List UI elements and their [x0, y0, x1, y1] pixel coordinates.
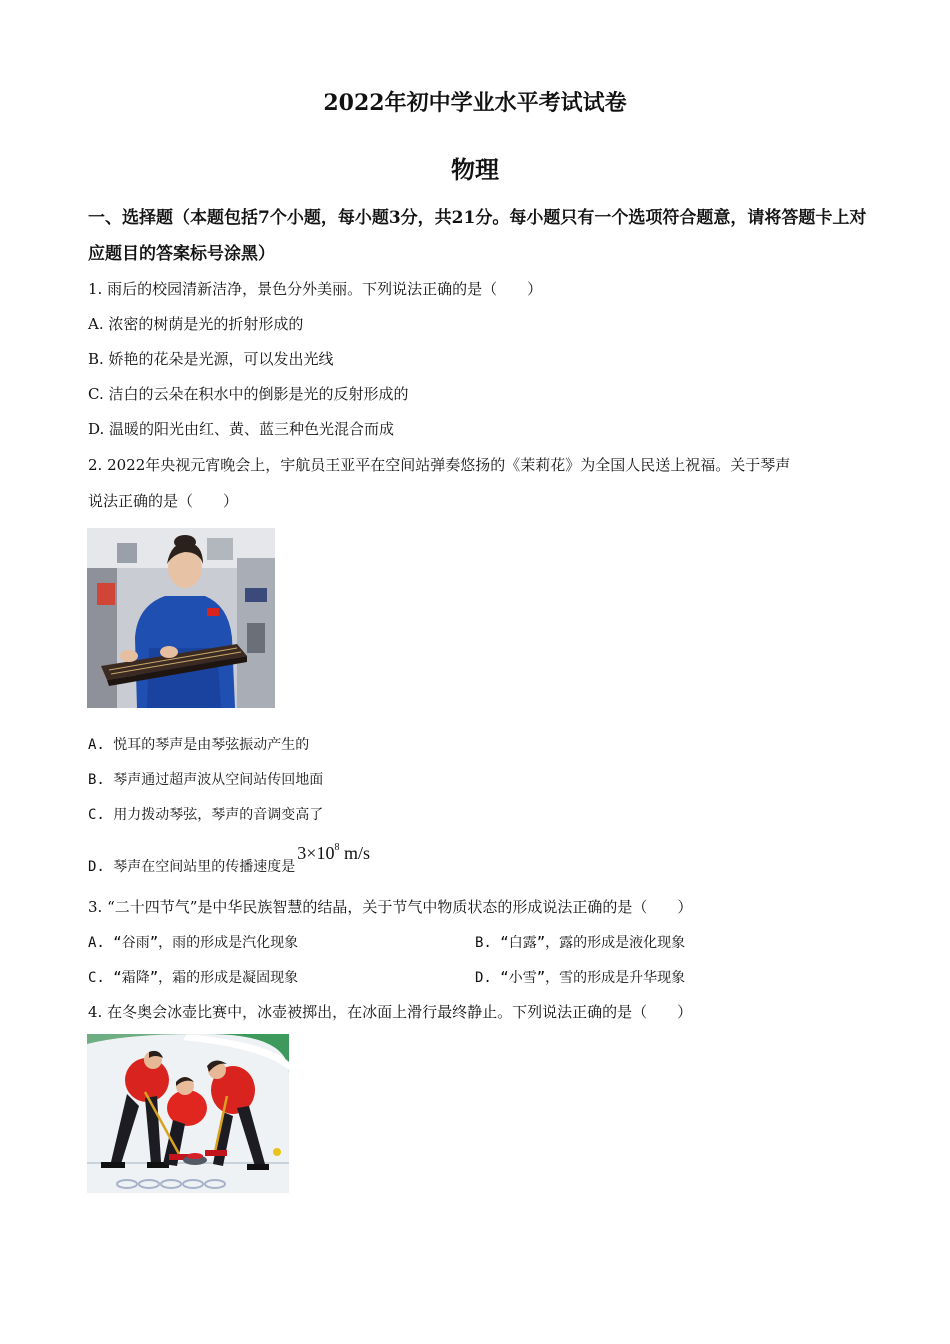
q1-stem: 1. 雨后的校园清新洁净，景色分外美丽。下列说法正确的是（ ） — [88, 280, 543, 298]
q2-option-c: C. 用力拨动琴弦，琴声的音调变高了 — [88, 807, 324, 823]
q2-stem-line2: 说法正确的是（ ） — [88, 492, 239, 510]
astronaut-guzheng-photo — [87, 528, 275, 708]
section-heading: 一、选择题（本题包括7个小题，每小题3分，共21分。每小题只有一个选项符合题意，请将答题卡上对应题目的答案标号涂黑） — [88, 208, 867, 264]
q2-option-b: B. 琴声通过超声波从空间站传回地面 — [88, 772, 324, 788]
q2-option-d-text: D. 琴声在空间站里的传播速度是 — [88, 859, 296, 875]
exam-title: 2022年初中学业水平考试试卷 — [323, 90, 627, 116]
q2-option-d — [88, 842, 370, 877]
q3-option-c: C. “霜降”，霜的形成是凝固现象 — [88, 970, 299, 986]
q3-option-b: B. “白露”，露的形成是液化现象 — [475, 935, 686, 951]
q1-option-c: C. 洁白的云朵在积水中的倒影是光的反射形成的 — [88, 385, 409, 403]
exam-subject: 物理 — [451, 155, 499, 184]
q3-option-a: A. “谷雨”，雨的形成是汽化现象 — [88, 935, 299, 951]
q1-option-a: A. 浓密的树荫是光的折射形成的 — [88, 315, 304, 333]
q3-option-d: D. “小雪”，雪的形成是升华现象 — [475, 970, 686, 986]
q2-option-a: A. 悦耳的琴声是由琴弦振动产生的 — [88, 737, 310, 753]
q3-stem: 3. “二十四节气”是中华民族智慧的结晶，关于节气中物质状态的形成说法正确的是（ ） — [88, 898, 693, 916]
q1-option-b: B. 娇艳的花朵是光源，可以发出光线 — [88, 350, 334, 368]
q1-option-d: D. 温暖的阳光由红、黄、蓝三种色光混合而成 — [88, 420, 395, 438]
curling-photo — [87, 1034, 289, 1193]
speed-of-light-value: $3\times 10^8$ m/s — [297, 842, 370, 863]
q2-stem-line1: 2. 2022年央视元宵晚会上，宇航员王亚平在空间站弹奏悠扬的《茉莉花》为全国人民送上祝福。关于琴声 — [88, 456, 791, 474]
q4-stem: 4. 在冬奥会冰壶比赛中，冰壶被掷出，在冰面上滑行最终静止。下列说法正确的是（ ） — [88, 1003, 693, 1021]
